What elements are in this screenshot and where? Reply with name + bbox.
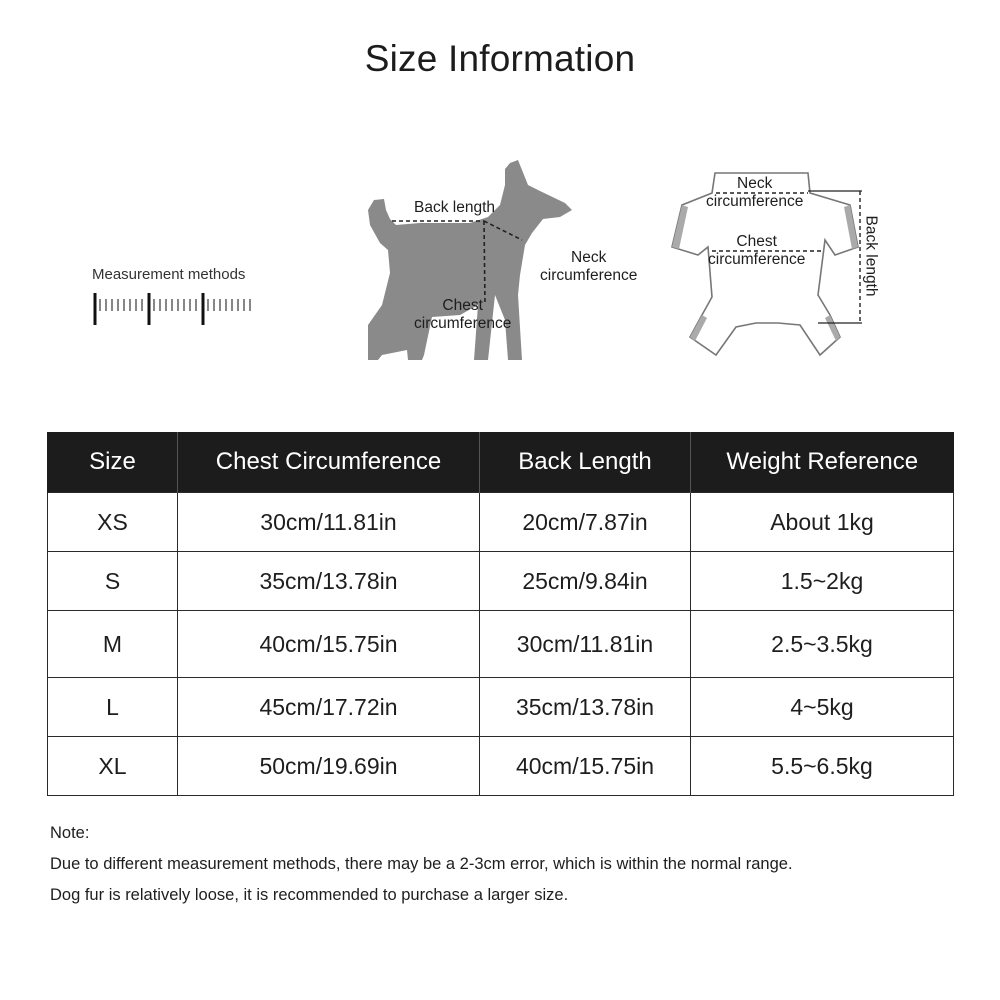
header-size: Size	[48, 432, 178, 493]
cell-chest: 30cm/11.81in	[178, 493, 480, 552]
cell-chest: 40cm/15.75in	[178, 611, 480, 678]
cell-size: S	[48, 552, 178, 611]
cell-weight: 4~5kg	[691, 678, 954, 737]
cell-size: M	[48, 611, 178, 678]
dog-neck-label	[540, 249, 637, 285]
cell-back-length: 40cm/15.75in	[480, 737, 691, 796]
garment-neck-label-line2: circumference	[706, 193, 804, 210]
garment-chest-label-line2: circumference	[708, 251, 806, 268]
table-row	[48, 678, 954, 737]
cell-chest: 35cm/13.78in	[178, 552, 480, 611]
notes	[50, 818, 793, 911]
cell-weight: 5.5~6.5kg	[691, 737, 954, 796]
table-header-row	[48, 432, 954, 493]
size-table	[47, 432, 954, 796]
cell-weight: 1.5~2kg	[691, 552, 954, 611]
cell-size: L	[48, 678, 178, 737]
cell-back-length: 35cm/13.78in	[480, 678, 691, 737]
cell-size: XL	[48, 737, 178, 796]
header-back-length: Back Length	[480, 432, 691, 493]
dog-chest-label-line1: Chest	[442, 297, 483, 314]
dog-measurement-diagram	[360, 155, 640, 370]
notes-heading: Note:	[50, 824, 90, 842]
garment-chest-label-line1: Chest	[736, 233, 777, 250]
cell-back-length: 20cm/7.87in	[480, 493, 691, 552]
cell-chest: 45cm/17.72in	[178, 678, 480, 737]
dog-chest-label	[414, 297, 511, 333]
cell-weight: 2.5~3.5kg	[691, 611, 954, 678]
measurement-methods	[92, 266, 262, 334]
measurement-methods-label: Measurement methods	[92, 266, 246, 283]
dog-neck-label-line2: circumference	[540, 267, 638, 284]
header-weight-reference: Weight Reference	[691, 432, 954, 493]
header-chest-circumference: Chest Circumference	[178, 432, 480, 493]
cell-weight: About 1kg	[691, 493, 954, 552]
table-row	[48, 611, 954, 678]
page-title: Size Information	[364, 38, 636, 79]
table-row	[48, 737, 954, 796]
table-row	[48, 552, 954, 611]
ruler-icon	[92, 289, 262, 329]
cell-size: XS	[48, 493, 178, 552]
garment-back-length-label: Back length	[862, 215, 880, 297]
cell-back-length: 30cm/11.81in	[480, 611, 691, 678]
cell-back-length: 25cm/9.84in	[480, 552, 691, 611]
note-line: Due to different measurement methods, there may be a 2-3cm error, which is within the normal range.	[50, 855, 793, 873]
garment-measurement-diagram	[660, 165, 900, 365]
dog-back-length-label: Back length	[414, 199, 495, 216]
cell-chest: 50cm/19.69in	[178, 737, 480, 796]
garment-chest-label	[708, 233, 805, 269]
garment-neck-label	[706, 175, 803, 211]
table-row	[48, 493, 954, 552]
dog-chest-label-line2: circumference	[414, 315, 512, 332]
dog-neck-label-line1: Neck	[571, 249, 607, 266]
note-line: Dog fur is relatively loose, it is recommended to purchase a larger size.	[50, 886, 569, 904]
garment-neck-label-line1: Neck	[737, 175, 773, 192]
